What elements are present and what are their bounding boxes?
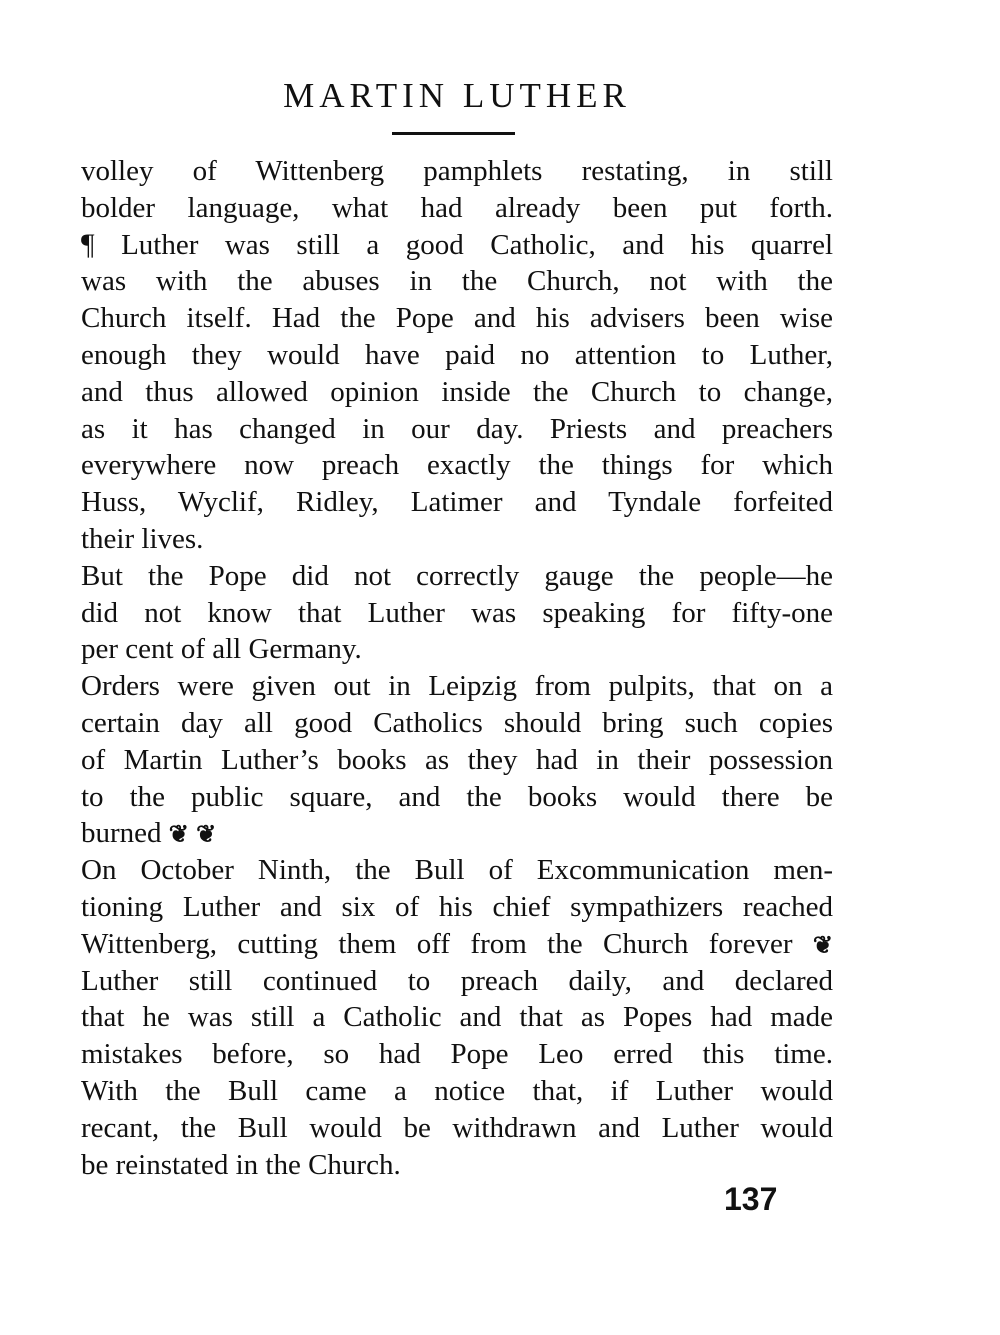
text-line: tioning Luther and six of his chief sympathizers reached	[81, 890, 833, 923]
text-line	[81, 815, 833, 852]
text-line-content: burned	[81, 817, 162, 850]
text-line: enough they would have paid no attention to Luther,	[81, 338, 833, 371]
text-line	[81, 926, 833, 963]
text-line: was with the abuses in the Church, not with the	[81, 265, 833, 298]
running-head: MARTIN LUTHER	[283, 76, 631, 115]
text-line: volley of Wittenberg pamphlets restating, in still	[81, 155, 833, 187]
text-line: and thus allowed opinion inside the Church to change,	[81, 375, 833, 408]
leaf-ornament-icon: ❦	[196, 822, 217, 849]
pilcrow-icon: ¶	[81, 227, 95, 261]
text-line	[81, 227, 833, 264]
text-line: certain day all good Catholics should bring such copies	[81, 706, 833, 739]
text-line: recant, the Bull would be withdrawn and Luther would	[81, 1111, 833, 1144]
text-line: With the Bull came a notice that, if Luther would	[81, 1074, 833, 1107]
page-number: 137	[724, 1181, 778, 1217]
text-line: Luther still continued to preach daily, and declared	[81, 964, 833, 997]
text-line: bolder language, what had already been put forth.	[81, 191, 833, 224]
text-line: everywhere now preach exactly the things for which	[81, 449, 833, 482]
text-line: Huss, Wyclif, Ridley, Latimer and Tyndale forfeited	[81, 486, 833, 519]
text-line: as it has changed in our day. Priests and preachers	[81, 412, 833, 445]
text-line: to the public square, and the books would there be	[81, 780, 833, 813]
text-line-content: Wittenberg, cutting them off from the Church forever	[81, 927, 793, 960]
text-line: that he was still a Catholic and that as Popes had made	[81, 1001, 833, 1034]
text-line: But the Pope did not correctly gauge the people—he	[81, 559, 833, 592]
text-line: be reinstated in the Church.	[81, 1148, 401, 1181]
head-rule	[392, 132, 515, 135]
text-line: did not know that Luther was speaking for fifty-one	[81, 596, 833, 629]
text-line: their lives.	[81, 522, 204, 555]
body-text	[81, 153, 833, 1183]
text-line-content: Luther was still a good Catholic, and his quarrel	[121, 228, 834, 261]
text-line: Orders were given out in Leipzig from pulpits, that on a	[81, 670, 833, 703]
text-line: mistakes before, so had Pope Leo erred this time.	[81, 1038, 833, 1071]
text-line: of Martin Luther’s books as they had in their possession	[81, 743, 833, 776]
text-line: On October Ninth, the Bull of Excommunication men-	[81, 854, 833, 887]
leaf-ornament-icon: ❦	[812, 932, 834, 959]
leaf-ornament-icon: ❦	[168, 822, 189, 849]
text-line: Church itself. Had the Pope and his advisers been wise	[81, 302, 833, 335]
text-line: per cent of all Germany.	[81, 633, 362, 666]
